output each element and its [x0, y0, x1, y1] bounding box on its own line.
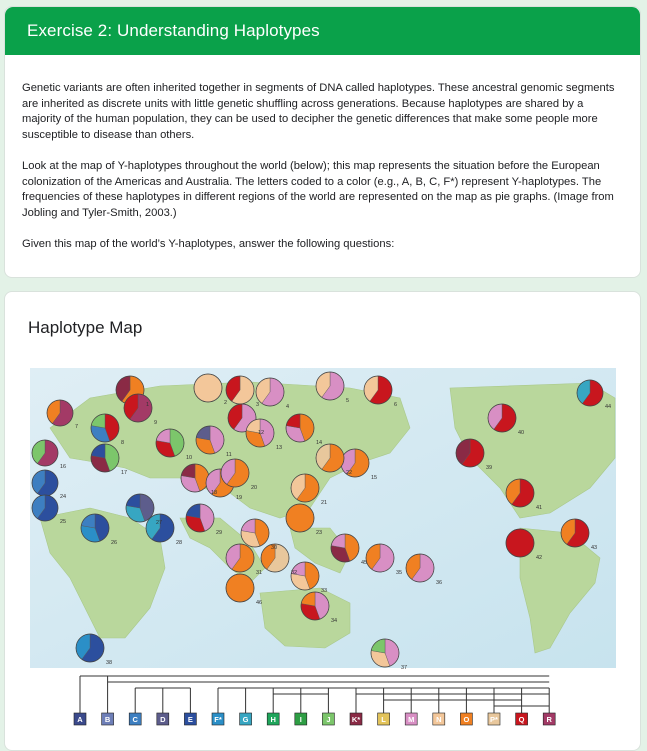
- region-number: 27: [156, 520, 163, 526]
- exercise-description: [5, 55, 640, 252]
- exercise-header: [5, 7, 640, 55]
- region-number: 15: [371, 475, 378, 481]
- haplogroup-label: I: [299, 715, 302, 724]
- region-number: 32: [291, 570, 298, 576]
- region-number: 12: [258, 430, 265, 436]
- pie-marker-region-7: [47, 400, 73, 426]
- haplogroup-label: Q: [518, 715, 525, 724]
- pie-marker-region-27: [126, 494, 154, 522]
- region-number: 42: [536, 555, 543, 561]
- haplogroup-legend-g: [240, 713, 252, 725]
- region-number: 1: [146, 402, 150, 408]
- haplogroup-legend-n: [433, 713, 445, 725]
- pie-marker-region-26: [81, 514, 109, 542]
- pie-marker-region-24: [32, 470, 58, 496]
- haplogroup-legend-q: [516, 713, 528, 725]
- region-number: 9: [154, 420, 158, 426]
- haplogroup-label: J: [326, 715, 331, 724]
- pie-marker-region-20: [221, 459, 249, 487]
- tree-background: [30, 668, 616, 738]
- region-number: 29: [216, 530, 223, 536]
- region-number: 45: [361, 560, 368, 566]
- region-number: 21: [321, 500, 328, 506]
- pie-marker-region-36: [406, 554, 434, 582]
- haplogroup-label: R: [546, 715, 552, 724]
- haplogroup-label: H: [270, 715, 276, 724]
- haplogroup-label: B: [104, 715, 111, 724]
- haplogroup-legend-j: [322, 713, 334, 725]
- region-number: 6: [394, 402, 398, 408]
- region-number: 22: [346, 470, 353, 476]
- pie-marker-region-28: [146, 514, 174, 542]
- pie-marker-region-2: [194, 374, 222, 402]
- region-number: 19: [236, 495, 243, 501]
- pie-marker-region-42: [506, 529, 534, 557]
- pie-marker-region-16: [32, 440, 58, 466]
- region-number: 25: [60, 519, 67, 525]
- pie-marker-region-11: [196, 426, 224, 454]
- haplogroup-label: P*: [490, 715, 498, 724]
- pie-marker-region-46: [226, 574, 254, 602]
- haplogroup-label: K*: [351, 715, 361, 724]
- pie-marker-region-23: [286, 504, 314, 532]
- pie-marker-region-31: [226, 544, 254, 572]
- region-number: 20: [251, 485, 258, 491]
- haplogroup-legend-p-star: [488, 713, 500, 725]
- haplogroup-label: D: [160, 715, 166, 724]
- region-number: 3: [256, 402, 260, 408]
- region-number: 40: [518, 430, 525, 436]
- paragraph-instructions: Given this map of the world’s Y-haplotypes, answer the following questions:: [22, 237, 395, 250]
- haplogroup-legend-d: [157, 713, 169, 725]
- pie-marker-region-21: [291, 474, 319, 502]
- region-number: 28: [176, 540, 183, 546]
- region-number: 24: [60, 494, 67, 500]
- pie-marker-region-5: [316, 372, 344, 400]
- pie-marker-region-44: [577, 380, 603, 406]
- haplogroup-legend-i: [295, 713, 307, 725]
- haplogroup-label: L: [381, 715, 386, 724]
- pie-marker-region-9: [124, 394, 152, 422]
- pie-marker-region-29: [186, 504, 214, 532]
- region-number: 14: [316, 440, 323, 446]
- haplogroup-legend-b: [102, 713, 114, 725]
- pie-marker-region-18: [181, 464, 209, 492]
- haplogroup-label: C: [132, 715, 138, 724]
- region-number: 17: [121, 470, 128, 476]
- map-card: [4, 291, 641, 751]
- pie-marker-region-22: [316, 444, 344, 472]
- region-number: 13: [276, 445, 283, 451]
- region-number: 2: [224, 400, 228, 406]
- pie-marker-region-25: [32, 495, 58, 521]
- haplogroup-label: M: [408, 715, 415, 724]
- region-number: 23: [316, 530, 323, 536]
- region-number: 34: [331, 618, 338, 624]
- pie-marker-region-6: [364, 376, 392, 404]
- haplogroup-legend-f-star: [212, 713, 224, 725]
- pie-marker-region-17: [91, 444, 119, 472]
- pie-marker-region-45: [331, 534, 359, 562]
- haplogroup-label: A: [77, 715, 83, 724]
- region-number: 43: [591, 545, 598, 551]
- pie-marker-region-43: [561, 519, 589, 547]
- paragraph-haplotypes-intro: Genetic variants are often inherited together in segments of DNA called haplotypes. These ancestral genomic segments are inherited as discrete units with little genetic shuffling across generations. Because haplotypes are shared by a majority of the human population, they can be used to decipher the genetic differences that make some people more susceptible to disease than others.: [22, 82, 615, 142]
- region-number: 36: [436, 580, 443, 586]
- exercise-card: [4, 6, 641, 278]
- pie-marker-region-35: [366, 544, 394, 572]
- pie-marker-region-39: [456, 439, 484, 467]
- region-number: 30: [271, 545, 278, 551]
- pie-marker-region-8: [91, 414, 119, 442]
- region-number: 33: [321, 588, 328, 594]
- pie-marker-region-37: [371, 639, 399, 667]
- region-number: 38: [106, 660, 113, 666]
- region-number: 7: [75, 424, 79, 430]
- region-number: 16: [60, 464, 67, 470]
- pie-marker-region-40: [488, 404, 516, 432]
- haplogroup-legend-m: [405, 713, 417, 725]
- haplogroup-legend-c: [129, 713, 141, 725]
- pie-marker-region-33: [291, 562, 319, 590]
- region-number: 10: [186, 455, 193, 461]
- haplogroup-legend-h: [267, 713, 279, 725]
- haplogroup-legend-r: [543, 713, 555, 725]
- region-number: 35: [396, 570, 403, 576]
- region-number: 46: [256, 600, 263, 606]
- haplogroup-label: E: [187, 715, 193, 724]
- pie-marker-region-4: [256, 378, 284, 406]
- haplotype-map-figure: [30, 368, 616, 738]
- pie-marker-region-34: [301, 592, 329, 620]
- pie-marker-region-41: [506, 479, 534, 507]
- region-number: 39: [486, 465, 493, 471]
- haplogroup-label: G: [242, 715, 249, 724]
- exercise-title: Exercise 2: Understanding Haplotypes: [27, 21, 320, 40]
- region-number: 8: [121, 440, 125, 446]
- haplogroup-label: F*: [214, 715, 222, 724]
- region-number: 11: [226, 452, 232, 458]
- region-number: 37: [401, 665, 408, 671]
- paragraph-map-description: Look at the map of Y-haplotypes throughout the world (below); this map represents the situation before the European colonization of the Americas and Australia. The letters coded to a color (e.g., A, B, C, F*) represent Y-haplotypes. The frequencies of these haplotypes in different regions of the world are represented on the map as pie graphs. (Image from Jobling and Tyler-Smith, 2003.): [22, 159, 614, 219]
- region-number: 41: [536, 505, 543, 511]
- pie-marker-region-3: [226, 376, 254, 404]
- region-number: 31: [256, 570, 263, 576]
- haplogroup-legend-k-star: [350, 713, 362, 725]
- haplogroup-legend-a: [74, 713, 86, 725]
- haplogroup-legend-l: [378, 713, 390, 725]
- region-number: 44: [605, 404, 612, 410]
- haplogroup-label: N: [436, 715, 442, 724]
- pie-marker-region-10: [156, 429, 184, 457]
- haplogroup-legend-o: [460, 713, 472, 725]
- pie-marker-region-14: [286, 414, 314, 442]
- region-number: 4: [286, 404, 290, 410]
- pie-marker-region-30: [241, 519, 269, 547]
- haplogroup-legend-e: [184, 713, 196, 725]
- region-number: 26: [111, 540, 118, 546]
- haplotype-map-image: [30, 368, 616, 738]
- haplogroup-label: O: [463, 715, 470, 724]
- region-number: 18: [211, 490, 218, 496]
- map-section-title: Haplotype Map: [28, 318, 143, 337]
- region-number: 5: [346, 398, 350, 404]
- pie-marker-region-38: [76, 634, 104, 662]
